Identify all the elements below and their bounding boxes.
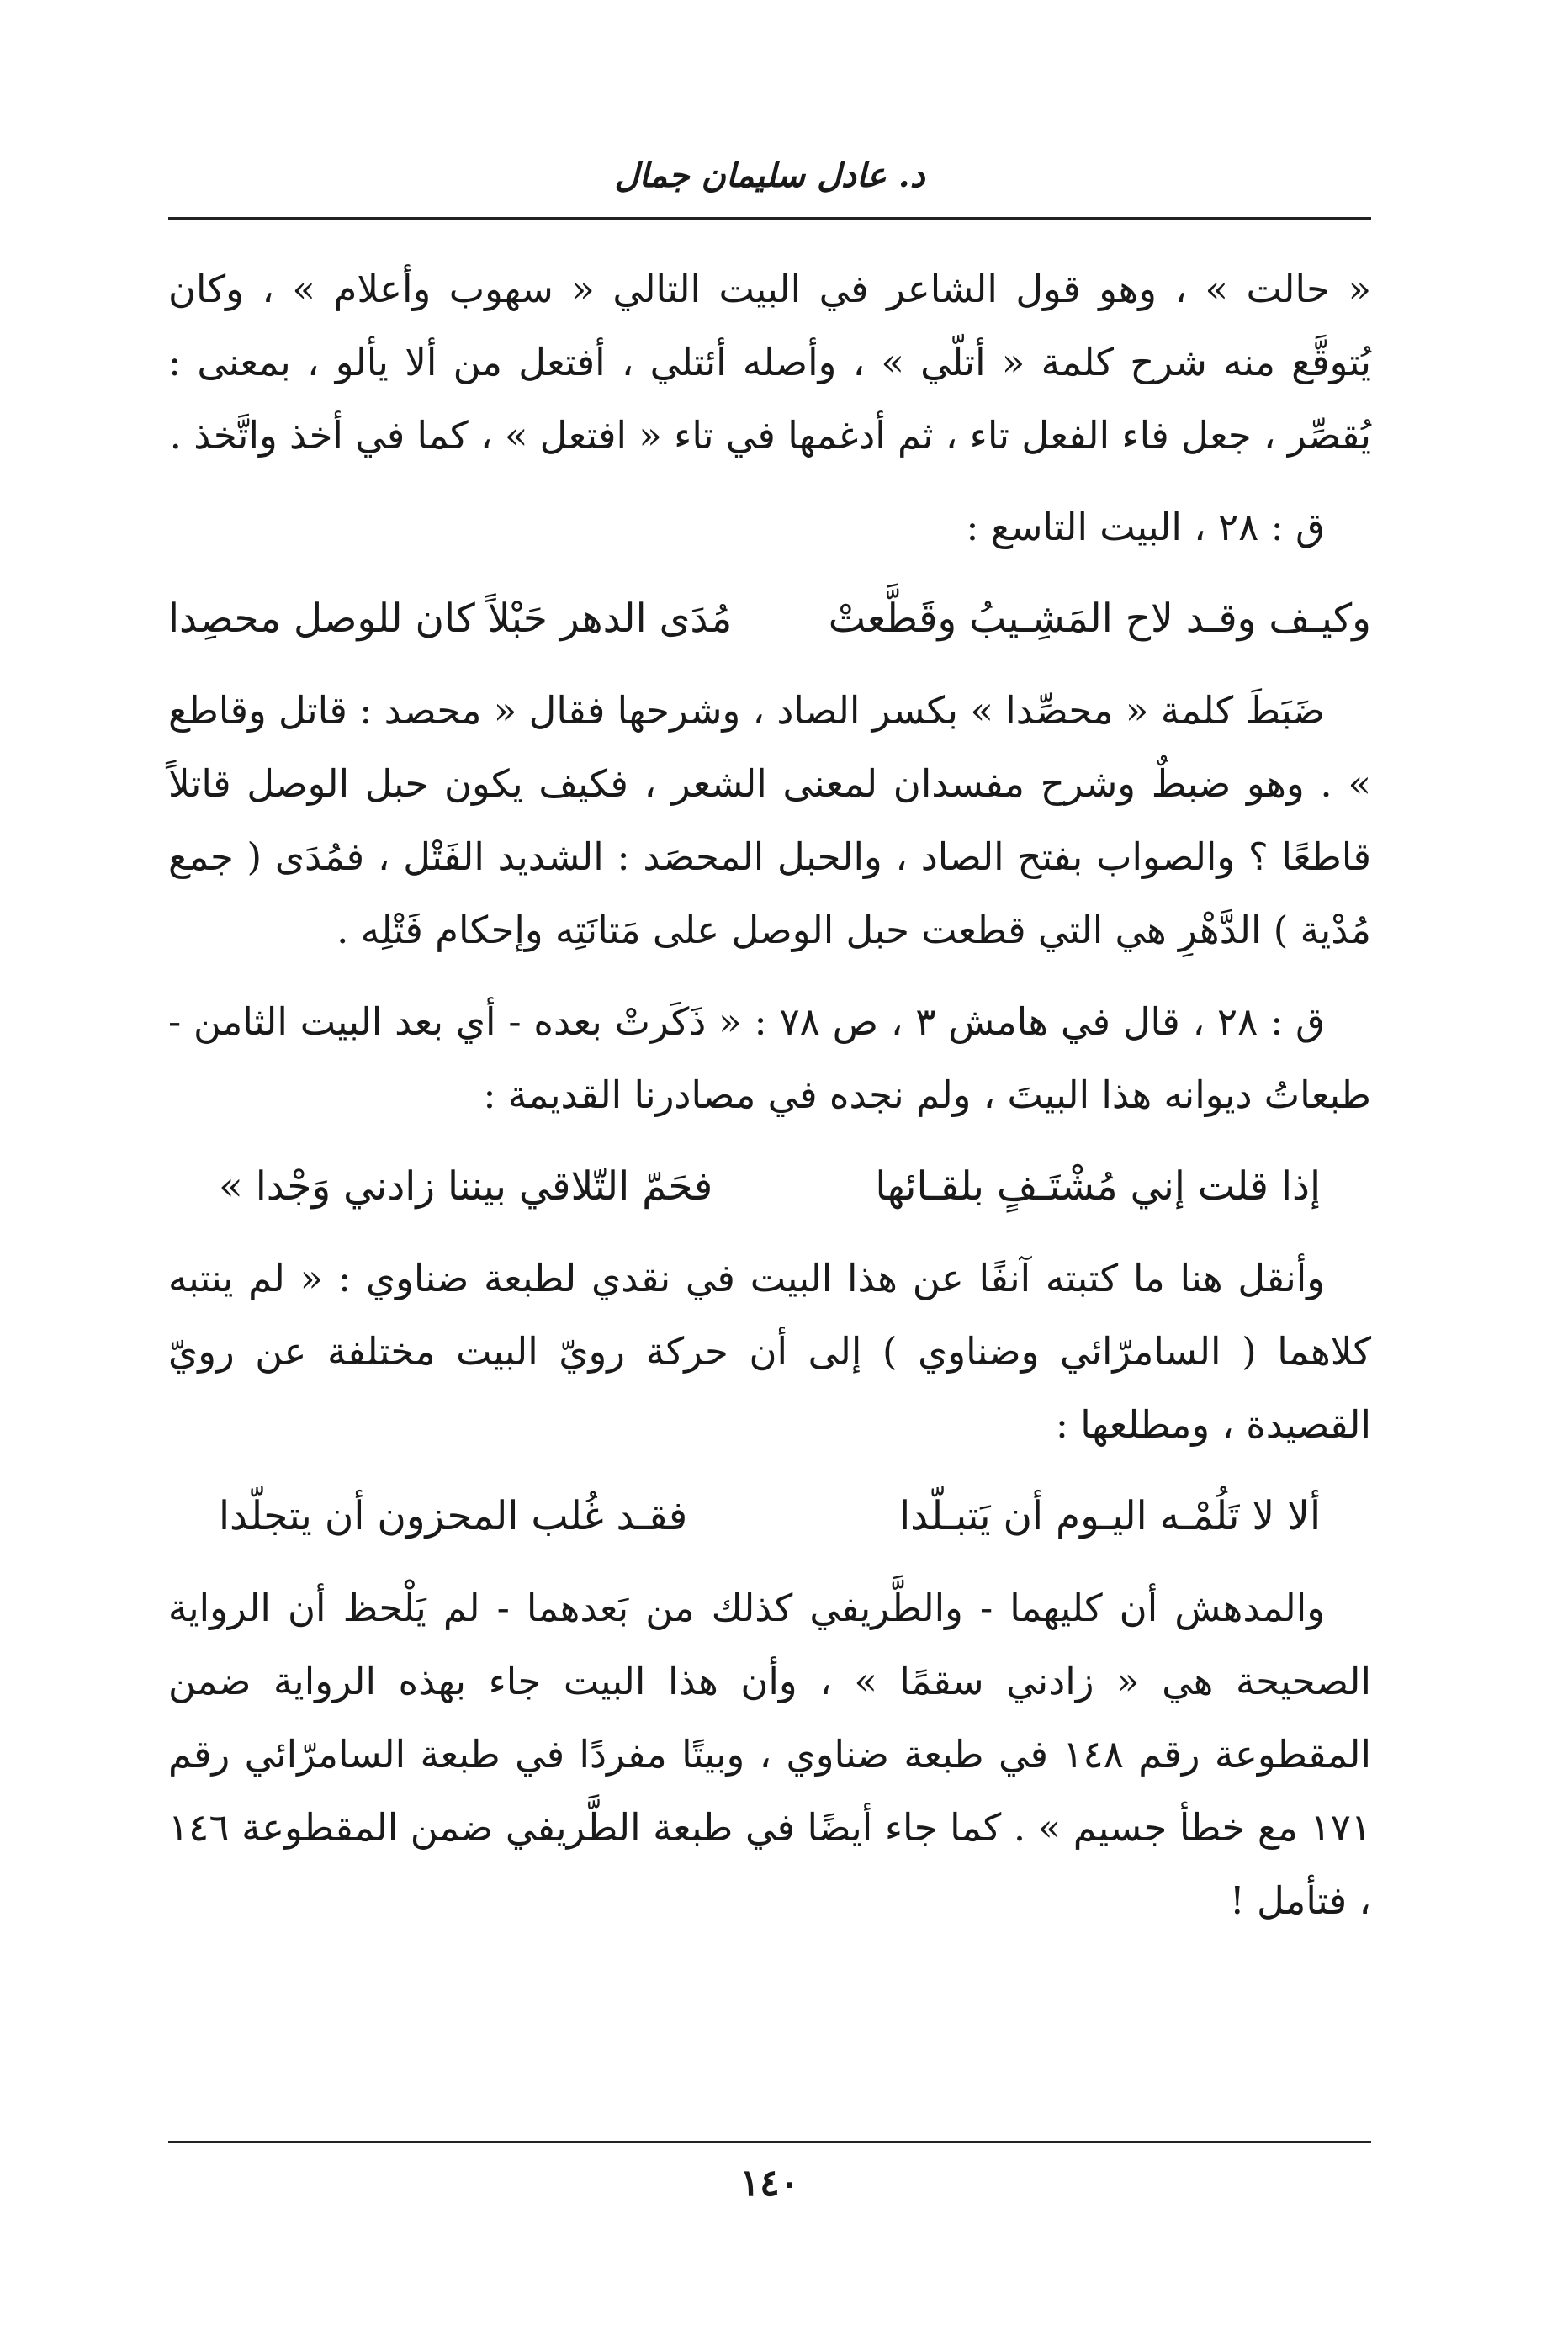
paragraph-2: ضَبَطَ كلمة « محصِّدا » بكسر الصاد ، وشرحها فقال « محصد : قاتل وقاطع » . وهو ضبطٌ وشرح مفسدان لمعنى الشعر ، فكيف يكون حبل الوصل قاتلاً قاطعًا ؟ والصواب بفتح الصاد ، والحبل المحصَد : الشديد الفَتْل ، فمُدَى ( جمع مُدْية ) الدَّهْرِ هي التي قطعت حبل الوصل على مَتانَتِه وإحكام فَتْلِه .	[168, 688, 1371, 952]
verse-2-second-hemistich: فحَمّ التّلاقي بيننا زادني وَجْدا »	[219, 1163, 713, 1210]
verse-reference-label: ق : ٢٨ ، البيت التاسع :	[966, 505, 1325, 549]
page-body	[168, 252, 1371, 1956]
verse-1-first-hemistich: وكيـف وقـد لاح المَشِـيبُ وقَطَّعتْ	[828, 596, 1371, 642]
verse-1-second-hemistich: مُدَى الدهر حَبْلاً كان للوصل محصِدا	[168, 596, 733, 642]
verse-2-first-hemistich: إذا قلت إني مُشْتَـفٍ بلقـائها	[875, 1163, 1321, 1210]
verse-2	[168, 1150, 1371, 1223]
page-number: ١٤٠	[739, 2162, 800, 2205]
paragraph-1: « حالت » ، وهو قول الشاعر في البيت التالي « سهوب وأعلام » ، وكان يُتوقَّع منه شرح كلمة « أتلّي » ، وأصله أئتلي ، أفتعل من ألا يألو ، بمعنى : يُقصِّر ، جعل فاء الفعل تاء ، ثم أدغمها في تاء « افتعل » ، كما في أخذ واتَّخذ .	[168, 267, 1371, 458]
paragraph-5: والمدهش أن كليهما - والطَّريفي كذلك من بَعدهما - لم يَلْحظ أن الرواية الصحيحة هي « زادني سقمًا » ، وأن هذا البيت جاء بهذه الرواية ضمن المقطوعة رقم ١٤٨ في طبعة ضناوي ، وبيتًا مفردًا في طبعة السامرّائي رقم ١٧١ مع خطأ جسيم » . كما جاء أيضًا في طبعة الطَّريفي ضمن المقطوعة ١٤٦ ، فتأمل !	[168, 1586, 1371, 1923]
book-page	[168, 0, 1371, 2341]
verse-3-first-hemistich: ألا لا تَلُمْـه اليـوم أن يَتبـلّدا	[899, 1493, 1321, 1539]
footer-rule	[168, 2141, 1371, 2143]
header-rule	[168, 217, 1371, 220]
paragraph-3: ق : ٢٨ ، قال في هامش ٣ ، ص ٧٨ : « ذَكَرتْ بعده - أي بعد البيت الثامن - طبعاتُ ديوانه هذا البيتَ ، ولم نجده في مصادرنا القديمة :	[168, 999, 1371, 1117]
verse-3-second-hemistich: فقـد غُلب المحزون أن يتجلّدا	[219, 1493, 688, 1539]
verse-1	[168, 582, 1371, 655]
paragraph-4: وأنقل هنا ما كتبته آنفًا عن هذا البيت في نقدي لطبعة ضناوي : « لم ينتبه كلاهما ( السامرّائي وضناوي ) إلى أن حركة رويّ البيت مختلفة عن رويّ القصيدة ، ومطلعها :	[168, 1256, 1371, 1447]
running-header: د. عادل سليمان جمال	[614, 156, 925, 195]
verse-3	[168, 1480, 1371, 1553]
